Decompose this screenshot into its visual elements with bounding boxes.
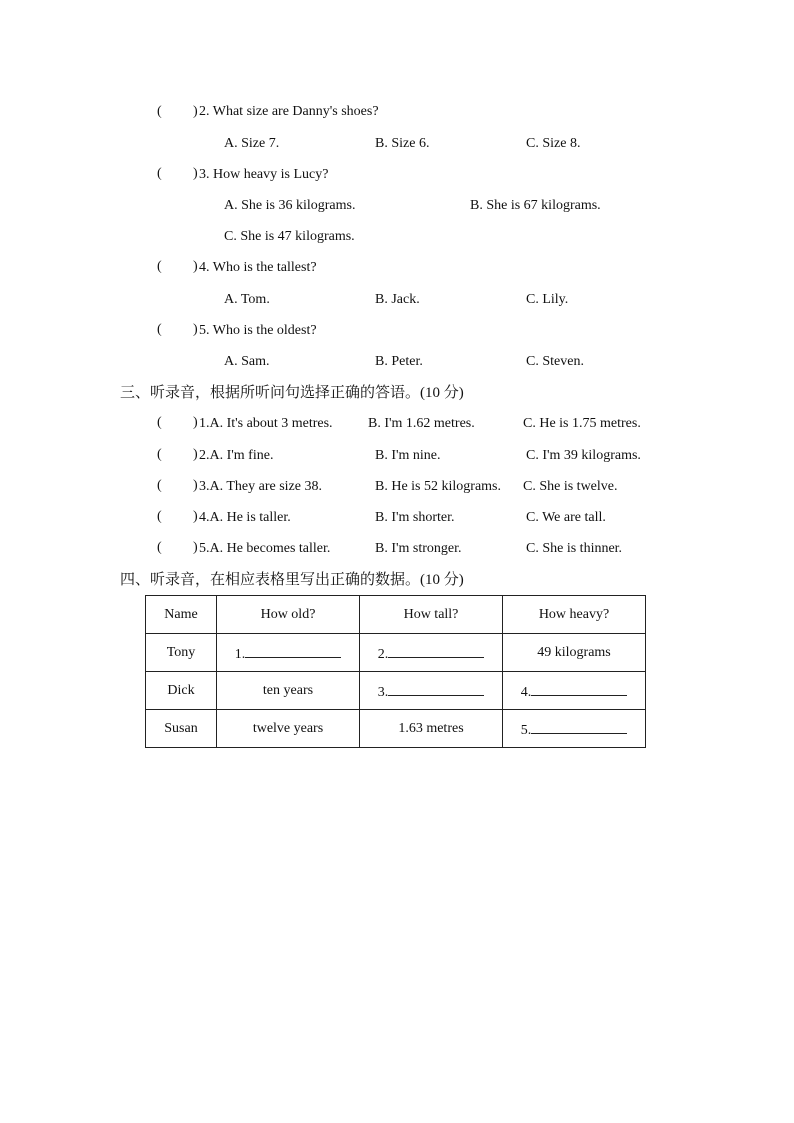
table-cell: Susan xyxy=(146,710,217,748)
section-heading: 四、听录音，在相应表格里写出正确的数据。(10 分) xyxy=(120,572,464,588)
answer-paren-open[interactable]: ( xyxy=(157,415,162,430)
answer-paren-close: ) xyxy=(193,447,198,462)
table-cell: 49 kilograms xyxy=(503,634,646,672)
question-text: 5. Who is the oldest? xyxy=(199,323,317,338)
option-a: A. She is 36 kilograms. xyxy=(224,198,356,213)
option-c: C. I'm 39 kilograms. xyxy=(526,448,641,463)
option-b: B. She is 67 kilograms. xyxy=(470,198,601,213)
option-b: B. I'm nine. xyxy=(375,448,441,463)
question-text: 4. Who is the tallest? xyxy=(199,260,317,275)
column-header: Name xyxy=(146,596,217,634)
option-c: C. We are tall. xyxy=(526,510,606,525)
option-a: 2.A. I'm fine. xyxy=(199,448,274,463)
question-text: 2. What size are Danny's shoes? xyxy=(199,104,379,119)
table-cell: Tony xyxy=(146,634,217,672)
table-header-row xyxy=(146,596,646,634)
option-b: B. Size 6. xyxy=(375,136,430,151)
answer-paren-open[interactable]: ( xyxy=(157,259,162,274)
column-header: How old? xyxy=(217,596,360,634)
answer-paren-close: ) xyxy=(193,166,198,181)
option-a: 4.A. He is taller. xyxy=(199,510,291,525)
option-a: A. Tom. xyxy=(224,292,270,307)
column-header: How heavy? xyxy=(503,596,646,634)
blank-number: 3. xyxy=(377,684,389,700)
table-row xyxy=(146,672,646,710)
option-b: B. He is 52 kilograms. xyxy=(375,479,501,494)
table-cell: Dick xyxy=(146,672,217,710)
option-c: C. She is 47 kilograms. xyxy=(224,229,355,244)
option-a: 1.A. It's about 3 metres. xyxy=(199,416,333,431)
blank-number: 2. xyxy=(377,646,389,662)
section-heading: 三、听录音，根据所听问句选择正确的答语。(10 分) xyxy=(120,385,464,401)
blank-number: 1. xyxy=(234,646,246,662)
answer-blank-cell[interactable] xyxy=(503,672,646,710)
table-cell: twelve years xyxy=(217,710,360,748)
column-header: How tall? xyxy=(360,596,503,634)
option-b: B. I'm 1.62 metres. xyxy=(368,416,475,431)
option-a: 3.A. They are size 38. xyxy=(199,479,322,494)
option-b: B. Peter. xyxy=(375,354,423,369)
data-table xyxy=(145,595,646,748)
option-c: C. She is twelve. xyxy=(523,479,618,494)
question-text: 3. How heavy is Lucy? xyxy=(199,167,329,182)
option-c: C. She is thinner. xyxy=(526,541,623,556)
answer-paren-close: ) xyxy=(193,415,198,430)
answer-blank-cell[interactable] xyxy=(360,634,503,672)
option-b: B. I'm stronger. xyxy=(375,541,462,556)
table-row xyxy=(146,634,646,672)
option-a: A. Sam. xyxy=(224,354,270,369)
answer-paren-open[interactable]: ( xyxy=(157,322,162,337)
answer-paren-close: ) xyxy=(193,540,198,555)
answer-paren-open[interactable]: ( xyxy=(157,166,162,181)
blank-number: 4. xyxy=(520,684,532,700)
answer-paren-close: ) xyxy=(193,259,198,274)
option-c: C. He is 1.75 metres. xyxy=(523,416,641,431)
answer-paren-close: ) xyxy=(193,104,198,119)
answer-blank-cell[interactable] xyxy=(217,634,360,672)
option-c: C. Steven. xyxy=(526,354,584,369)
option-c: C. Lily. xyxy=(526,292,569,307)
answer-paren-close: ) xyxy=(193,322,198,337)
answer-blank-line[interactable] xyxy=(388,681,484,696)
answer-paren-open[interactable]: ( xyxy=(157,447,162,462)
option-b: B. Jack. xyxy=(375,292,420,307)
table-cell: 1.63 metres xyxy=(360,710,503,748)
answer-paren-open[interactable]: ( xyxy=(157,104,162,119)
answer-blank-line[interactable] xyxy=(388,643,484,658)
answer-paren-close: ) xyxy=(193,509,198,524)
table-cell: ten years xyxy=(217,672,360,710)
option-c: C. Size 8. xyxy=(526,136,581,151)
answer-blank-line[interactable] xyxy=(531,719,627,734)
table-row xyxy=(146,710,646,748)
answer-blank-cell[interactable] xyxy=(360,672,503,710)
option-b: B. I'm shorter. xyxy=(375,510,455,525)
answer-paren-close: ) xyxy=(193,478,198,493)
option-a: 5.A. He becomes taller. xyxy=(199,541,331,556)
answer-blank-line[interactable] xyxy=(245,643,341,658)
blank-number: 5. xyxy=(520,722,532,738)
answer-blank-line[interactable] xyxy=(531,681,627,696)
answer-blank-cell[interactable] xyxy=(503,710,646,748)
answer-paren-open[interactable]: ( xyxy=(157,540,162,555)
answer-paren-open[interactable]: ( xyxy=(157,509,162,524)
answer-paren-open[interactable]: ( xyxy=(157,478,162,493)
option-a: A. Size 7. xyxy=(224,136,280,151)
